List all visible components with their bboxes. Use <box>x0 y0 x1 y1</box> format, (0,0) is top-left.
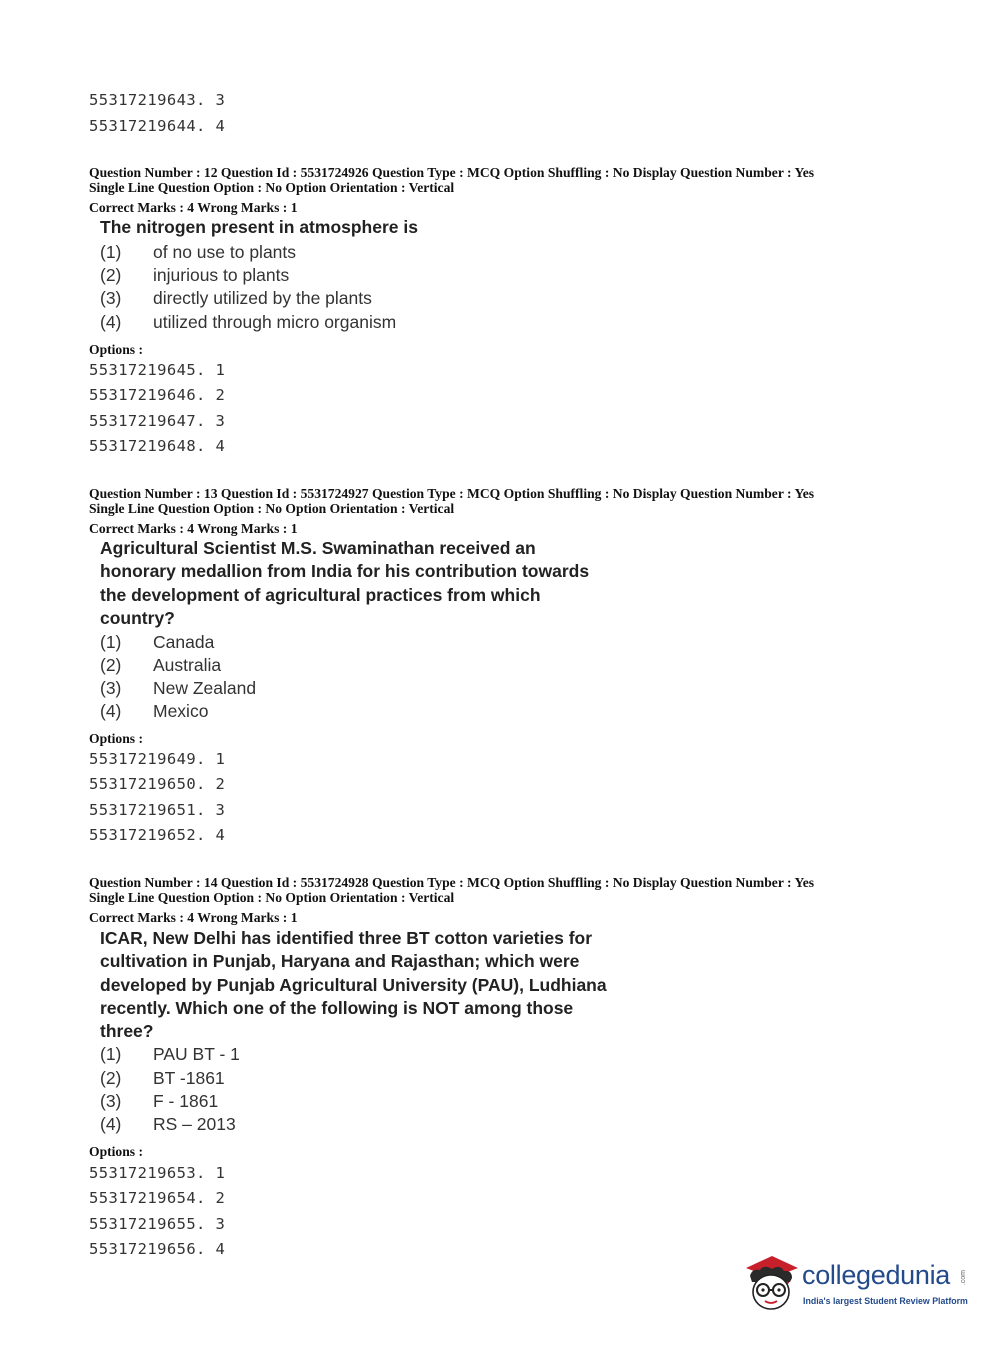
choice-number: (3) <box>100 1091 122 1111</box>
choice-text: directly utilized by the plants <box>153 288 372 308</box>
question-text-line: ICAR, New Delhi has identified three BT cotton varieties for <box>100 928 593 948</box>
answer-choice <box>100 312 396 333</box>
option-line: 55317219652. 4 <box>89 826 226 844</box>
choice-text: utilized through micro organism <box>153 312 397 332</box>
option-line: 55317219656. 4 <box>89 1240 226 1258</box>
choice-text: New Zealand <box>153 678 257 698</box>
choice-number: (1) <box>100 242 122 262</box>
question-text <box>100 537 640 630</box>
options-label: Options : <box>89 342 144 357</box>
option-line: 55317219653. 1 <box>89 1164 226 1182</box>
collegedunia-logo <box>742 1252 972 1322</box>
logo-wordmark: collegedunia <box>802 1260 951 1290</box>
options-label: Options : <box>89 1144 144 1159</box>
question-meta-line2: Single Line Question Option : No Option Orientation : Vertical <box>89 501 455 516</box>
question-meta-line2: Single Line Question Option : No Option Orientation : Vertical <box>89 890 455 905</box>
choice-text: Australia <box>153 655 222 675</box>
choice-text: BT -1861 <box>153 1068 225 1088</box>
choice-number: (3) <box>100 678 122 698</box>
option-line: 55317219654. 2 <box>89 1189 226 1207</box>
choice-text: injurious to plants <box>153 265 290 285</box>
question-meta-line1: Question Number : 12 Question Id : 5531724926 Question Type : MCQ Option Shuffling : No Display Question Number : Yes <box>89 165 815 180</box>
option-line: 55317219644. 4 <box>89 117 226 135</box>
question-text-line: The nitrogen present in atmosphere is <box>100 217 418 237</box>
answer-choice <box>100 242 296 263</box>
question-text-line: country? <box>100 607 175 628</box>
choice-text: Canada <box>153 632 215 652</box>
question-marks: Correct Marks : 4 Wrong Marks : 1 <box>89 910 298 925</box>
answer-choice <box>100 678 256 699</box>
option-line: 55317219645. 1 <box>89 361 226 379</box>
choice-text: PAU BT - 1 <box>153 1044 240 1064</box>
answer-choice <box>100 701 208 722</box>
choice-text: F - 1861 <box>153 1091 219 1111</box>
question-meta-line1: Question Number : 14 Question Id : 5531724928 Question Type : MCQ Option Shuffling : No Display Question Number : Yes <box>89 875 815 890</box>
answer-choice <box>100 265 289 286</box>
choice-text: of no use to plants <box>153 242 297 262</box>
option-line: 55317219650. 2 <box>89 775 226 793</box>
question-text <box>100 927 640 1043</box>
answer-choice <box>100 655 221 676</box>
choice-number: (4) <box>100 1114 122 1134</box>
option-line: 55317219655. 3 <box>89 1215 226 1233</box>
question-text-line: the development of agricultural practices from which <box>100 584 541 605</box>
question-marks: Correct Marks : 4 Wrong Marks : 1 <box>89 521 298 536</box>
choice-number: (2) <box>100 265 122 285</box>
question-text-line: three? <box>100 1021 154 1042</box>
logo-suffix: .com <box>960 1270 967 1286</box>
choice-text: Mexico <box>153 701 209 721</box>
answer-choice <box>100 288 372 309</box>
options-label: Options : <box>89 731 144 746</box>
mascot-icon <box>742 1252 802 1314</box>
option-line: 55317219648. 4 <box>89 437 226 455</box>
question-marks: Correct Marks : 4 Wrong Marks : 1 <box>89 200 298 215</box>
choice-number: (2) <box>100 1068 122 1088</box>
question-meta-line2: Single Line Question Option : No Option Orientation : Vertical <box>89 180 455 195</box>
question-text-line: recently. Which one of the following is NOT among those <box>100 997 574 1018</box>
answer-choice <box>100 1091 218 1112</box>
question-meta-line1: Question Number : 13 Question Id : 5531724927 Question Type : MCQ Option Shuffling : No Display Question Number : Yes <box>89 486 815 501</box>
question-text <box>100 216 640 239</box>
choice-number: (1) <box>100 1044 122 1064</box>
option-line: 55317219649. 1 <box>89 750 226 768</box>
choice-text: RS – 2013 <box>153 1114 236 1134</box>
choice-number: (3) <box>100 288 122 308</box>
answer-choice <box>100 1114 236 1135</box>
option-line: 55317219646. 2 <box>89 386 226 404</box>
option-line: 55317219647. 3 <box>89 412 226 430</box>
question-text-line: Agricultural Scientist M.S. Swaminathan received an <box>100 538 536 558</box>
choice-number: (2) <box>100 655 122 675</box>
question-text-line: honorary medallion from India for his contribution towards <box>100 561 590 582</box>
choice-number: (4) <box>100 701 122 721</box>
choice-number: (4) <box>100 312 122 332</box>
answer-choice <box>100 1068 225 1089</box>
answer-choice <box>100 1044 240 1065</box>
choice-number: (1) <box>100 632 122 652</box>
option-line: 55317219651. 3 <box>89 801 226 819</box>
question-text-line: developed by Punjab Agricultural University (PAU), Ludhiana <box>100 974 607 995</box>
option-line: 55317219643. 3 <box>89 91 226 109</box>
answer-choice <box>100 632 214 653</box>
logo-tagline: India's largest Student Review Platform <box>803 1296 968 1306</box>
question-text-line: cultivation in Punjab, Haryana and Rajasthan; which were <box>100 951 580 972</box>
